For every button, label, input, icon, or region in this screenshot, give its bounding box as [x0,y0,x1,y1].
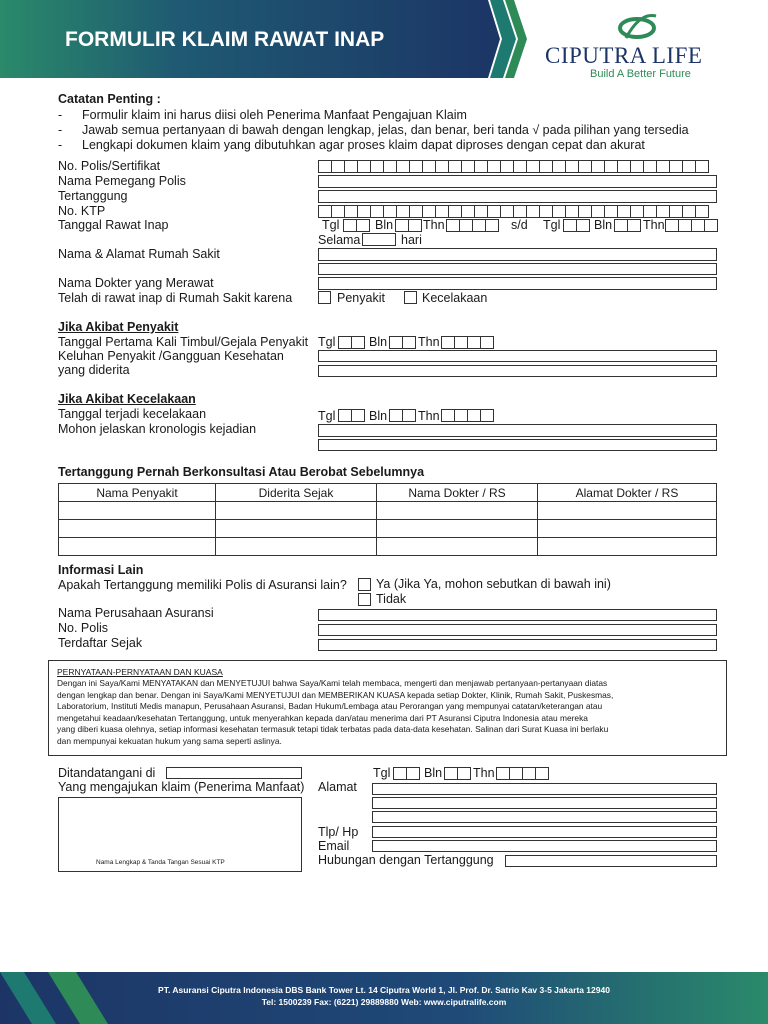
label-ktp: No. KTP [58,204,106,218]
rawat-to-day[interactable] [563,219,590,232]
table-cell[interactable] [216,538,377,556]
penyakit-checkbox[interactable] [318,291,331,304]
table-cell[interactable] [59,502,216,520]
rawat-from-day[interactable] [343,219,370,232]
column-header: Diderita Sejak [216,484,377,502]
kecelakaan-year[interactable] [441,409,494,422]
label-tlp: Tlp/ Hp [318,825,359,839]
label-pemegang-polis: Nama Pemegang Polis [58,174,186,188]
rumah-sakit-field-2[interactable] [318,263,717,275]
label-ditandatangani: Ditandatangani di [58,766,156,780]
label-sd: s/d [511,218,528,232]
rumah-sakit-field-1[interactable] [318,248,717,261]
label-tertanggung: Tertanggung [58,189,128,203]
statement-line: Dengan ini Saya/Kami MENYATAKAN dan MENYETUJUI bahwa Saya/Kami telah membaca, mengerti dan menjawab pertanyaan-pertanyaan diatas [57,678,608,688]
tlp-field[interactable] [372,826,717,838]
label-kronologis: Mohon jelaskan kronologis kejadian [58,422,257,436]
column-header: Alamat Dokter / RS [538,484,717,502]
label-bln: Bln [369,409,388,423]
gejala-year[interactable] [441,336,494,349]
label-hubungan: Hubungan dengan Tertanggung [318,853,494,867]
table-cell[interactable] [538,520,717,538]
notes-item: Jawab semua pertanyaan di bawah dengan lengkap, jelas, dan benar, beri tanda √ pada pilihan yang tersedia [82,123,689,137]
table-cell[interactable] [59,520,216,538]
label-thn: Thn [418,409,440,423]
statement-line: yang diberi kuasa olehnya, setiap informasi kesehatan termasuk tetapi tidak terbatas pada data-data kesehatan. Salinan dari Surat Kuasa ini berlaku [57,724,609,734]
label-penyakit: Penyakit [337,291,385,305]
email-field[interactable] [372,840,717,852]
table-row [59,502,717,520]
rawat-from-year[interactable] [446,219,499,232]
table-cell[interactable] [377,538,538,556]
sign-year[interactable] [496,767,549,780]
table-cell[interactable] [538,538,717,556]
history-heading: Tertanggung Pernah Berkonsultasi Atau Berobat Sebelumnya [58,465,425,479]
statement-body [57,678,613,747]
label-keluhan: Keluhan Penyakit /Gangguan Kesehatan [58,349,284,363]
label-info-no-polis: No. Polis [58,621,109,635]
keluhan-field-2[interactable] [318,365,717,377]
hubungan-field[interactable] [505,855,717,867]
label-pengaju: Yang mengajukan klaim (Penerima Manfaat) [58,780,305,794]
terdaftar-field[interactable] [318,639,717,651]
label-tgl-rawat: Tanggal Rawat Inap [58,218,169,232]
table-row [59,520,717,538]
table-row [59,538,717,556]
label-polis-lain: Apakah Tertanggung memiliki Polis di Asuransi lain? [58,578,347,592]
label-tgl: Tgl [373,766,391,780]
ciputra-logo-icon [612,8,662,46]
label-tgl: Tgl [543,218,561,232]
label-ya: Ya (Jika Ya, mohon sebutkan di bawah ini) [376,577,611,591]
table-cell[interactable] [538,502,717,520]
gejala-day[interactable] [338,336,365,349]
sign-day[interactable] [393,767,420,780]
tertanggung-field[interactable] [318,190,717,203]
label-perusahaan: Nama Perusahaan Asuransi [58,606,214,620]
selama-field[interactable] [362,233,396,246]
sign-month[interactable] [444,767,471,780]
brand-tagline: Build A Better Future [590,68,691,80]
table-cell[interactable] [216,502,377,520]
table-cell[interactable] [216,520,377,538]
label-karena: Telah di rawat inap di Rumah Sakit karena [58,291,293,305]
rawat-to-year[interactable] [665,219,718,232]
notes-bullet: - [58,108,63,122]
rawat-from-month[interactable] [395,219,422,232]
ktp-cells[interactable] [318,205,709,218]
label-tanggal-kecelakaan: Tanggal terjadi kecelakaan [58,407,207,421]
label-thn: Thn [643,218,665,232]
label-email: Email [318,839,350,853]
gejala-month[interactable] [389,336,416,349]
notes-bullet: - [58,123,63,137]
label-bln: Bln [594,218,613,232]
footer-contact: Tel: 1500239 Fax: (6221) 29889880 Web: www.ciputralife.com [261,997,507,1007]
label-tgl: Tgl [318,409,336,423]
label-rumah-sakit: Nama & Alamat Rumah Sakit [58,247,220,261]
statement-line: dan mempunyai kekuatan hukum yang sama seperti aslinya. [57,735,282,746]
form-title: FORMULIR KLAIM RAWAT INAP [65,28,385,51]
perusahaan-field[interactable] [318,609,717,621]
label-no-polis: No. Polis/Sertifikat [58,159,161,173]
label-selama: Selama [318,233,361,247]
table-cell[interactable] [377,502,538,520]
label-bln: Bln [375,218,394,232]
no-polis-cells[interactable] [318,160,709,173]
label-bln: Bln [369,335,388,349]
column-header: Nama Penyakit [59,484,216,502]
label-tanggal-gejala: Tanggal Pertama Kali Timbul/Gejala Penyakit [58,335,309,349]
label-thn: Thn [423,218,445,232]
kecelakaan-month[interactable] [389,409,416,422]
kronologis-field-1[interactable] [318,424,717,437]
label-terdaftar: Terdaftar Sejak [58,636,143,650]
label-bln: Bln [424,766,443,780]
footer-address: PT. Asuransi Ciputra Indonesia DBS Bank Tower Lt. 14 Ciputra World 1, Jl. Prof. Dr. Satrio Kav 3-5 Jakarta 12940 [158,985,610,995]
statement-line: Laboratorium, Instituti Medis manapun, Perusahaan Asuransi, Badan Hukum/Lembaga atau Perorangan yang mempunyai catatan/keterangan atau [57,701,603,711]
label-tgl: Tgl [322,218,340,232]
history-table [58,483,717,556]
kronologis-field-2[interactable] [318,439,717,451]
ditandatangani-field[interactable] [166,767,302,779]
label-tgl: Tgl [318,335,336,349]
info-heading: Informasi Lain [58,563,144,577]
kecelakaan-heading: Jika Akibat Kecelakaan [58,392,196,406]
alamat-field-1[interactable] [372,783,717,795]
statement-line: mengetahui keadaan/kesehatan Tertanggung, untuk menyerahkan kepada dan/atau menerima dari PT Asuransi Ciputra Indonesia atau mereka [57,712,588,723]
label-thn: Thn [473,766,495,780]
notes-item: Lengkapi dokumen klaim yang dibutuhkan agar proses klaim dapat diproses dengan cepat dan akurat [82,138,645,152]
table-header-row [59,484,717,502]
label-hari: hari [401,233,422,247]
label-alamat: Alamat [318,780,357,794]
pemegang-polis-field[interactable] [318,175,717,188]
column-header: Nama Dokter / RS [377,484,538,502]
signature-caption: Nama Lengkap & Tanda Tangan Sesuai KTP [96,859,225,866]
brand-name: CIPUTRA LIFE [545,43,703,68]
label-tidak: Tidak [376,592,407,606]
tidak-checkbox[interactable] [358,593,371,606]
notes-item: Formulir klaim ini harus diisi oleh Penerima Manfaat Pengajuan Klaim [82,108,467,122]
kecelakaan-checkbox[interactable] [404,291,417,304]
statement-heading: PERNYATAAN-PERNYATAAN DAN KUASA [57,667,223,677]
keluhan-field-1[interactable] [318,350,717,362]
alamat-field-3[interactable] [372,811,717,823]
dokter-field[interactable] [318,277,717,290]
penyakit-heading: Jika Akibat Penyakit [58,320,179,334]
label-kecelakaan: Kecelakaan [422,291,488,305]
rawat-to-month[interactable] [614,219,641,232]
statement-line: dengan lengkap dan benar. Dengan ini Saya/Kami MENYETUJUI dan MEMBERIKAN KUASA kepada setiap Dokter, Klinik, Rumah Sakit, Puskesmas, [57,689,614,700]
label-keluhan-2: yang diderita [58,363,130,377]
label-dokter: Nama Dokter yang Merawat [58,276,214,290]
label-thn: Thn [418,335,440,349]
table-cell[interactable] [59,538,216,556]
info-no-polis-field[interactable] [318,624,717,636]
table-cell[interactable] [377,520,538,538]
notes-heading: Catatan Penting : [58,92,161,106]
kecelakaan-day[interactable] [338,409,365,422]
ya-checkbox[interactable] [358,578,371,591]
notes-bullet: - [58,138,63,152]
alamat-field-2[interactable] [372,797,717,809]
